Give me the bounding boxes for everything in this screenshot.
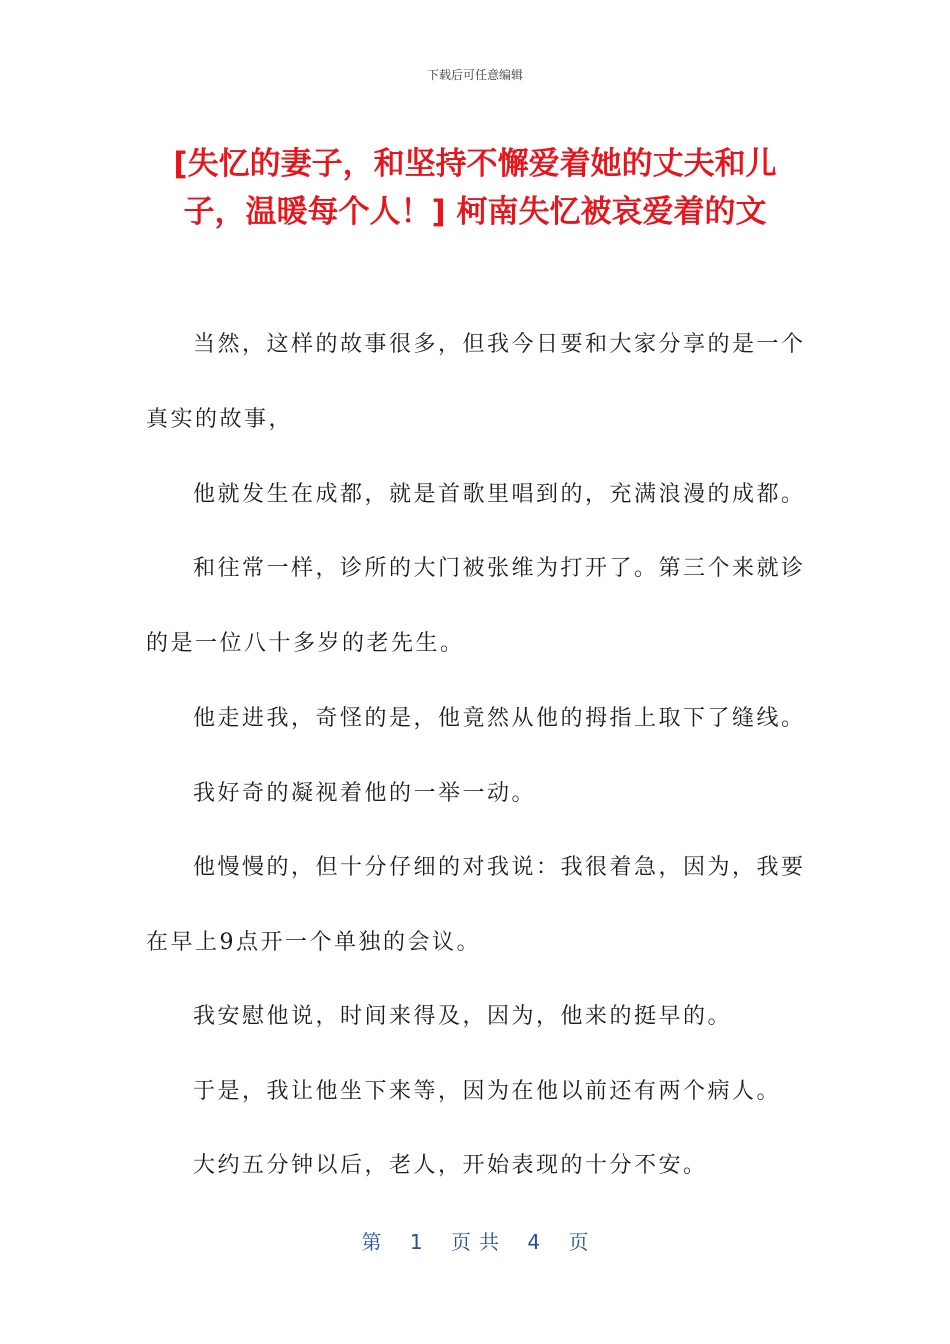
paragraph-1-line-2: 真实的故事， bbox=[146, 407, 294, 432]
title-line-2: 子，温暖每个人！] 柯南失忆被哀爱着的文 bbox=[183, 194, 767, 230]
paragraph-3-line-2: 的是一位八十多岁的老先生。 bbox=[146, 631, 465, 656]
paragraph-6-line-1: 他慢慢的，但十分仔细的对我说：我很着急，因为，我要 bbox=[193, 855, 806, 880]
paragraph-2: 他就发生在成都，就是首歌里唱到的，充满浪漫的成都。 bbox=[193, 482, 806, 507]
paragraph-5: 我好奇的凝视着他的一举一动。 bbox=[193, 781, 537, 806]
footer-prefix: 第 bbox=[361, 1230, 382, 1254]
footer-page-number: 1 bbox=[409, 1230, 423, 1254]
page-title bbox=[120, 140, 830, 236]
footer-middle: 页共 bbox=[451, 1230, 507, 1254]
footer-total-pages: 4 bbox=[527, 1230, 541, 1254]
header-note: 下载后可任意编辑 bbox=[426, 68, 523, 82]
paragraph-9: 大约五分钟以后，老人，开始表现的十分不安。 bbox=[193, 1153, 708, 1178]
paragraph-6-line-2: 在早上9点开一个单独的会议。 bbox=[146, 930, 481, 955]
paragraph-8: 于是，我让他坐下来等，因为在他以前还有两个病人。 bbox=[193, 1079, 782, 1104]
footer-suffix: 页 bbox=[568, 1230, 589, 1254]
title-line-1: [失忆的妻子，和坚持不懈爱着她的丈夫和儿 bbox=[173, 146, 777, 182]
paragraph-4: 他走进我，奇怪的是，他竟然从他的拇指上取下了缝线。 bbox=[193, 706, 806, 731]
page-footer bbox=[0, 1226, 950, 1255]
paragraph-3-line-1: 和往常一样，诊所的大门被张维为打开了。第三个来就诊 bbox=[193, 556, 806, 581]
paragraph-7: 我安慰他说，时间来得及，因为，他来的挺早的。 bbox=[193, 1004, 733, 1029]
paragraph-1-line-1: 当然，这样的故事很多，但我今日要和大家分享的是一个 bbox=[193, 332, 806, 357]
